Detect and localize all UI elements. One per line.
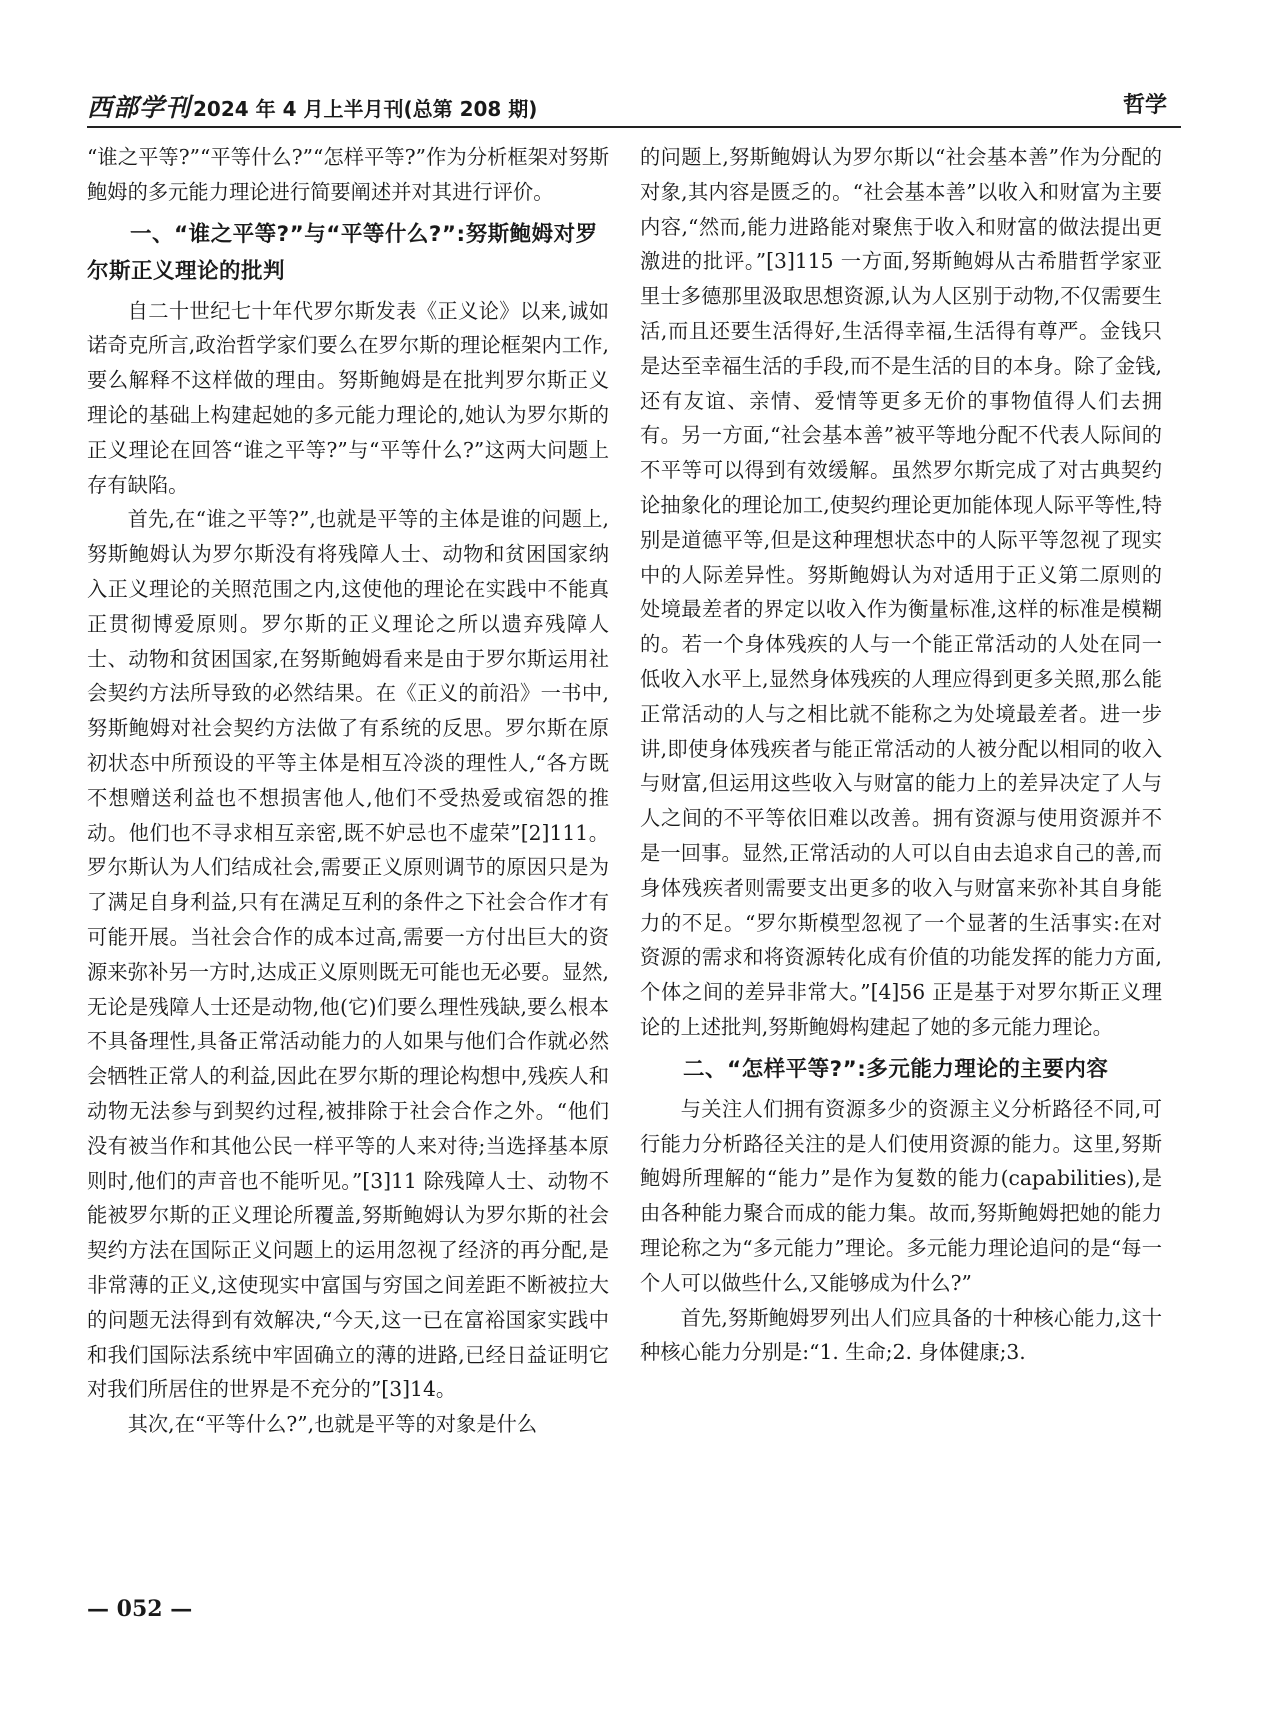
page-number: — 052 — [87,1596,193,1622]
body-paragraph: 自二十世纪七十年代罗尔斯发表《正义论》以来,诚如诺奇克所言,政治哲学家们要么在罗尔斯的理论框架内工作,要么解释不这样做的理由。努斯鲍姆是在批判罗尔斯正义理论的基础上构建起她的多元能力理论的,她认为罗尔斯的正义理论在回答“谁之平等?”与“平等什么?”这两大问题上存有缺陷。 [87,298,609,497]
section-heading-1: 一、“谁之平等?”与“平等什么?”:努斯鲍姆对罗尔斯正义理论的批判 [87,221,598,284]
section-name: 哲学 [1122,93,1167,118]
right-column [640,140,1162,1370]
journal-logo: 西部学刊 [87,93,192,122]
body-paragraph: 首先,在“谁之平等?”,也就是平等的主体是谁的问题上,努斯鲍姆认为罗尔斯没有将残障人士、动物和贫困国家纳入正义理论的关照范围之内,这使他的理论在实践中不能真正贯彻博爱原则。罗尔斯的正义理论之所以遗弃残障人士、动物和贫困国家,在努斯鲍姆看来是由于罗尔斯运用社会契约方法所导致的必然结果。在《正义的前沿》一书中,努斯鲍姆对社会契约方法做了有系统的反思。罗尔斯在原初状态中所预设的平等主体是相互冷淡的理性人,“各方既不想赠送利益也不想损害他人,他们不受热爱或宿怨的推动。他们也不寻求相互亲密,既不妒忌也不虚荣”[2]111。罗尔斯认为人们结成社会,需要正义原则调节的原因只是为了满足自身利益,只有在满足互利的条件之下社会合作才有可能开展。当社会合作的成本过高,需要一方付出巨大的资源来弥补另一方时,达成正义原则既无可能也无必要。显然,无论是残障人士还是动物,他(它)们要么理性残缺,要么根本不具备理性,具备正常活动能力的人如果与他们合作就必然会牺牲正常人的利益,因此在罗尔斯的理论构想中,残疾人和动物无法参与到契约过程,被排除于社会合作之外。“他们没有被当作和其他公民一样平等的人来对待;当选择基本原则时,他们的声音也不能听见。”[3]11 除残障人士、动物不能被罗尔斯的正义理论所覆盖,努斯鲍姆认为罗尔斯的社会契约方法在国际正义问题上的运用忽视了经济的再分配,是非常薄的正义,这使现实中富国与穷国之间差距不断被拉大的问题无法得到有效解决,“今天,这一已在富裕国家实践中和我们国际法系统中牢固确立的薄的进路,已经日益证明它对我们所居住的世界是不充分的”[3]14。 [87,507,609,1402]
issue-info: 2024 年 4 月上半月刊(总第 208 期) [193,97,538,121]
running-header [87,84,1181,124]
header-left [87,88,537,124]
body-paragraph: 的问题上,努斯鲍姆认为罗尔斯以“社会基本善”作为分配的对象,其内容是匮乏的。“社会基本善”以收入和财富为主要内容,“然而,能力进路能对聚焦于收入和财富的做法提出更激进的批评。”[3]115 一方面,努斯鲍姆从古希腊哲学家亚里士多德那里汲取思想资源,认为人区别于动物,不仅需要生活,而且还要生活得好,生活得幸福,生活得有尊严。金钱只是达至幸福生活的手段,而不是生活的目的本身。除了金钱,还有友谊、亲情、爱情等更多无价的事物值得人们去拥有。另一方面,“社会基本善”被平等地分配不代表人际间的不平等可以得到有效缓解。虽然罗尔斯完成了对古典契约论抽象化的理论加工,使契约理论更加能体现人际平等性,特别是道德平等,但是这种理想状态中的人际平等忽视了现实中的人际差异性。努斯鲍姆认为对适用于正义第二原则的处境最差者的界定以收入作为衡量标准,这样的标准是模糊的。若一个身体残疾的人与一个能正常活动的人处在同一低收入水平上,显然身体残疾的人理应得到更多关照,那么能正常活动的人与之相比就不能称之为处境最差者。进一步讲,即使身体残疾者与能正常活动的人被分配以相同的收入与财富,但运用这些收入与财富的能力上的差异决定了人与人之间的不平等依旧难以改善。拥有资源与使用资源并不是一回事。显然,正常活动的人可以自由去追求自己的善,而身体残疾者则需要支出更多的收入与财富来弥补其自身能力的不足。“罗尔斯模型忽视了一个显著的生活事实:在对资源的需求和将资源转化成有价值的功能发挥的能力方面,个体之间的差异非常大。”[4]56 正是基于对罗尔斯正义理论的上述批判,努斯鲍姆构建起了她的多元能力理论。 [640,145,1162,1039]
body-paragraph: 其次,在“平等什么?”,也就是平等的对象是什么 [127,1412,538,1437]
body-paragraph: 与关注人们拥有资源多少的资源主义分析路径不同,可行能力分析路径关注的是人们使用资源的能力。这里,努斯鲍姆所理解的“能力”是作为复数的能力(capabilities),是由各种能力聚合而成的能力集。故而,努斯鲍姆把她的能力理论称之为“多元能力”理论。多元能力理论追问的是“每一个人可以做些什么,又能够成为什么?” [640,1096,1162,1295]
section-heading-2: 二、“怎样平等?”:多元能力理论的主要内容 [683,1056,1109,1082]
intro-paragraph: “谁之平等?”“平等什么?”“怎样平等?”作为分析框架对努斯鲍姆的多元能力理论进行简要阐述并对其进行评价。 [87,145,609,204]
left-column [87,140,609,1442]
body-paragraph: 首先,努斯鲍姆罗列出人们应具备的十种核心能力,这十种核心能力分别是:“1. 生命;2. 身体健康;3. [640,1305,1162,1365]
header-rule [87,126,1181,128]
